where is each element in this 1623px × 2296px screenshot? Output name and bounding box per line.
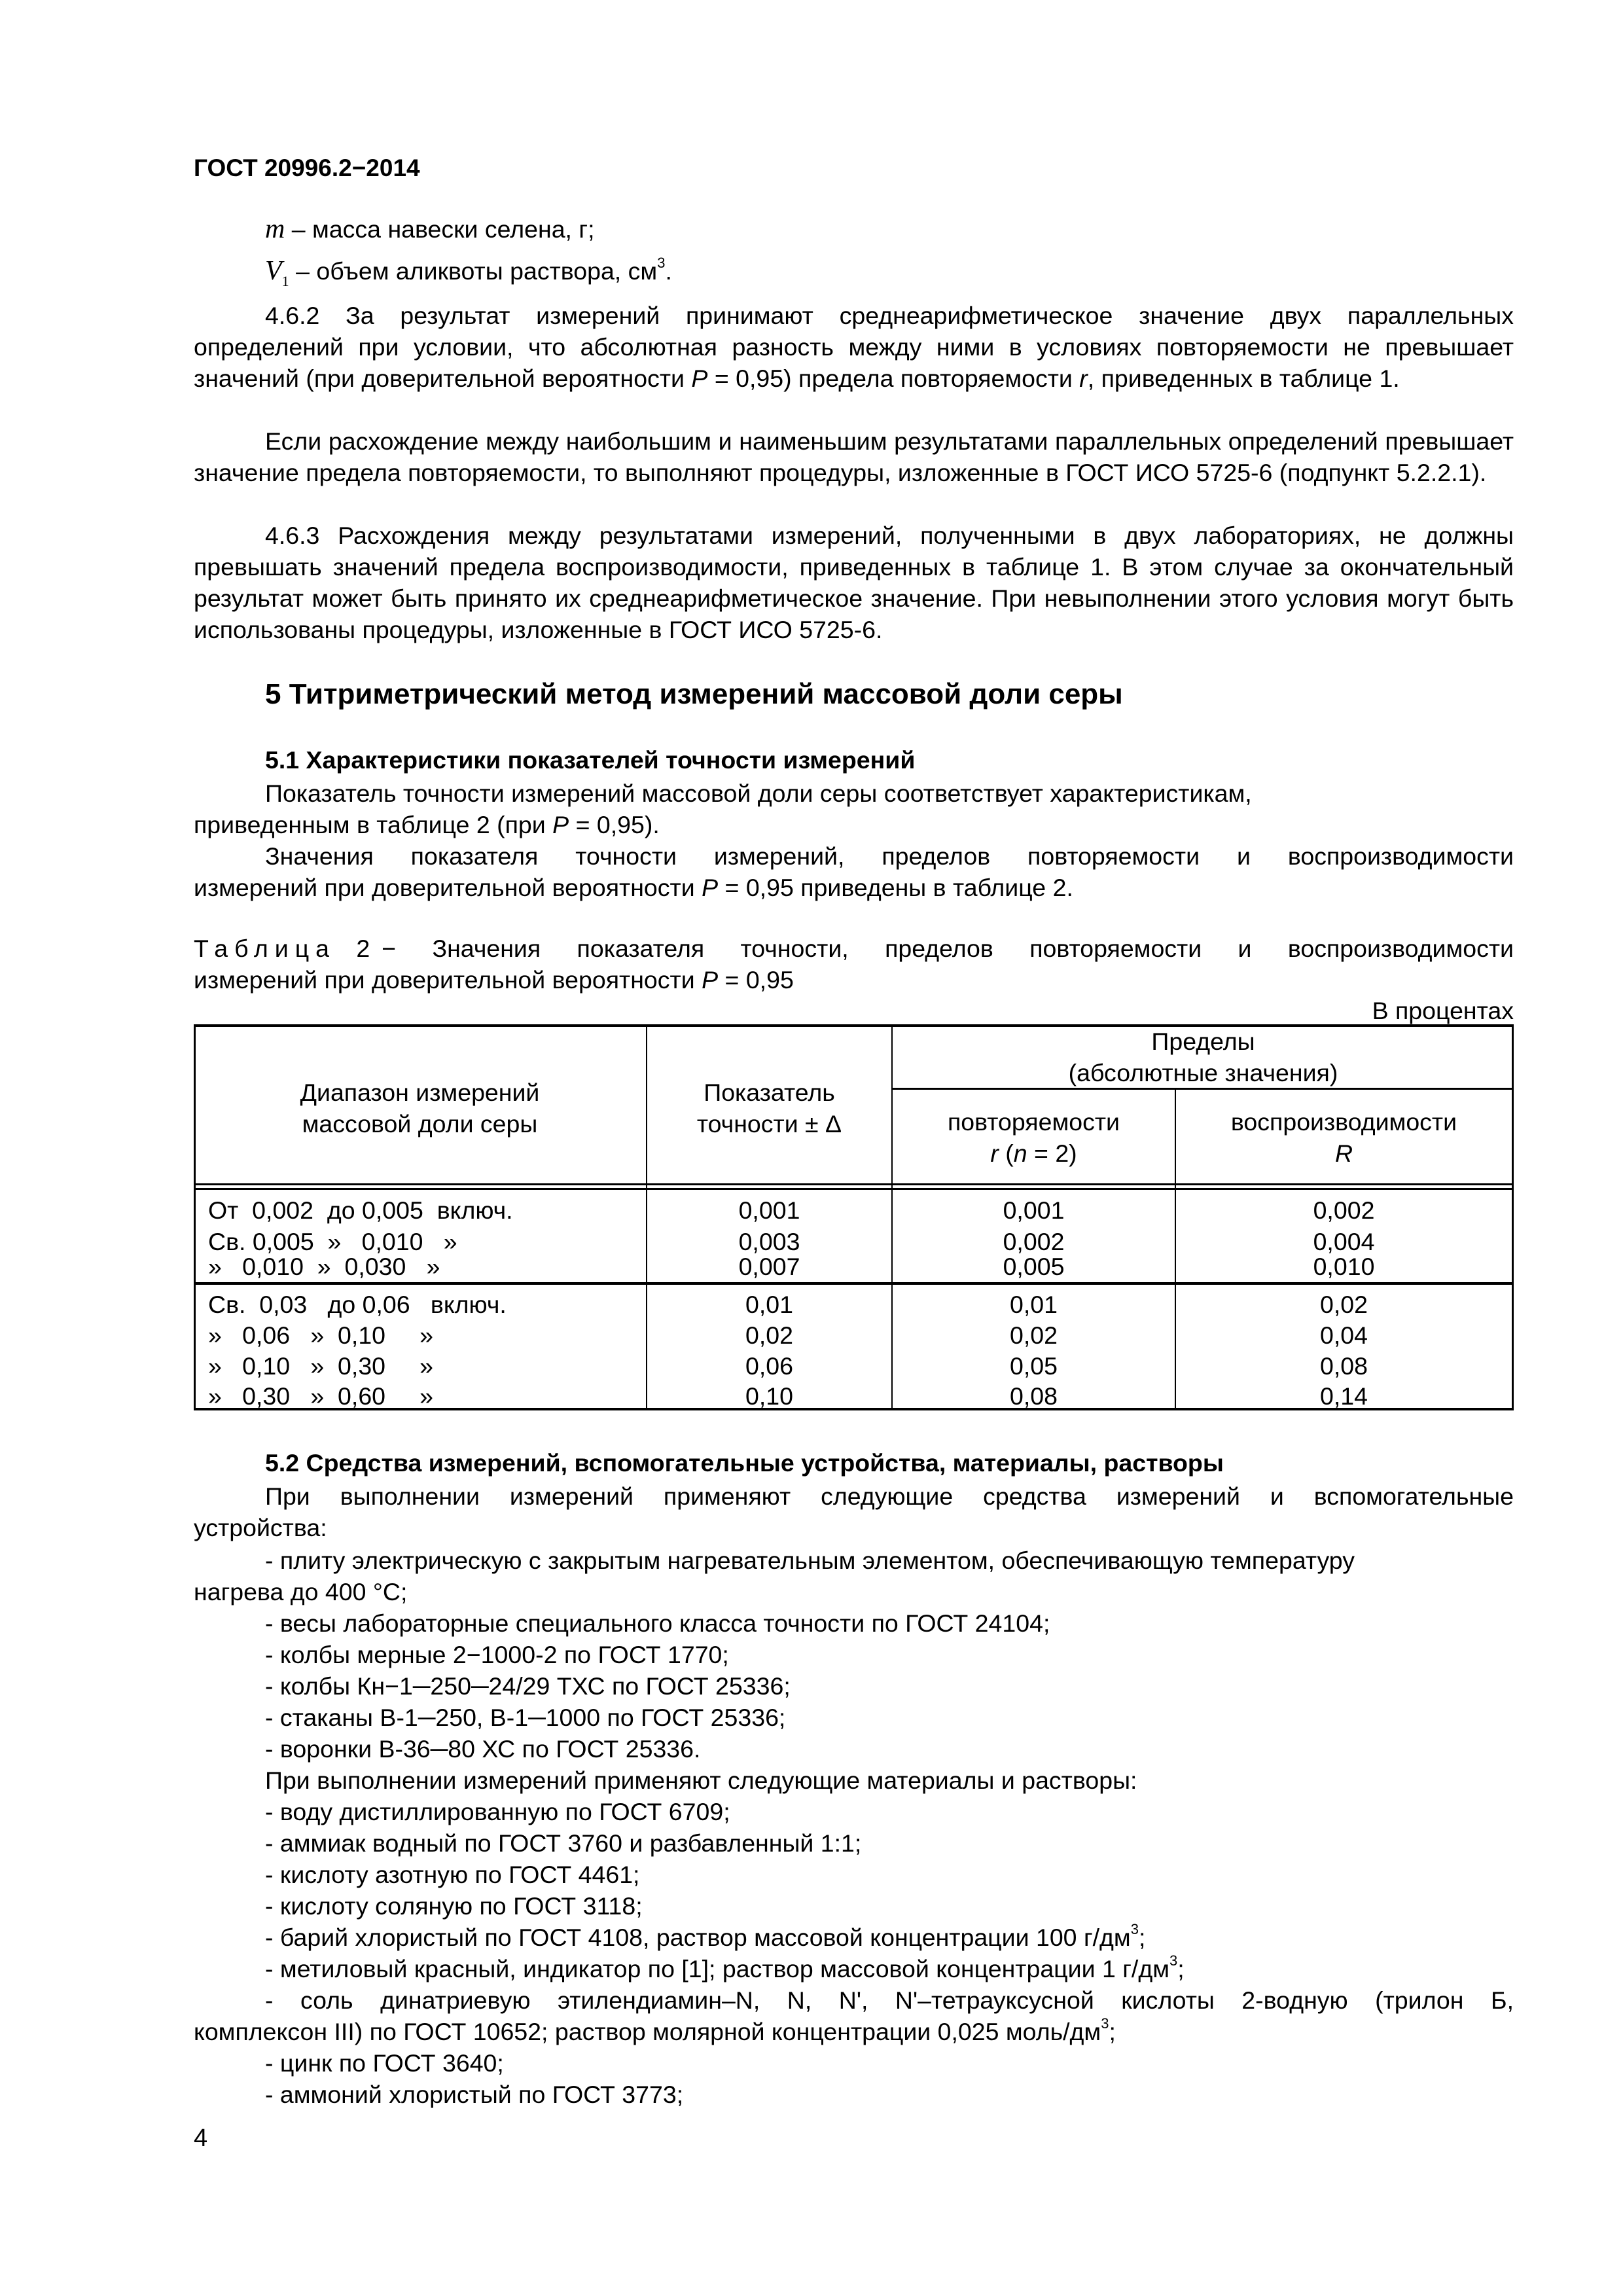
s51-p2-line1: Значения показателя точности измерений, пределов повторяемости и воспроизводимости [265, 842, 1514, 870]
paragraph-4-6-2-continued: Если расхождение между наибольшим и наименьшим результатами параллельных определений превышает значение предела повторяемости, то выполняют процедуры, изложенные в ГОСТ ИСО 5725-6 (подпункт 5.2.2.1). [194, 427, 1514, 486]
barium-tail: ; [1138, 1924, 1146, 1951]
material-item-methyl-red [265, 1953, 1514, 1984]
row-3-r: 0,005 [1003, 1253, 1065, 1280]
header-limits [893, 1026, 1514, 1088]
definition-v1-tail: . [665, 257, 672, 285]
s52-intro-line1: При выполнении измерений применяют следующие средства измерений и вспомогательные [265, 1482, 1514, 1510]
paragraph-4-6-3: 4.6.3 Расхождения между результатами измерений, полученными в двух лабораториях, не должны превышать значений предела воспроизводимости, приведенных в таблице 1. В этом случае за окончательный результат может быть принято их среднеарифметическое значение. При невыполнении этого условия могут быть использованы процедуры, изложенные в ГОСТ ИСО 5725-6. [194, 522, 1514, 643]
caption-line2-a: измерений при доверительной вероятности [194, 966, 702, 994]
group-divider [194, 1282, 1514, 1285]
s51-p1-line1: Показатель точности измерений массовой доли серы соответствует характеристикам, [265, 780, 1252, 807]
equipment-item-1: - плиту электрическую с закрытым нагревательным элементом, обеспечивающую температуру [265, 1547, 1355, 1574]
section-5-1-title: 5.1 Характеристики показателей точности измерений [265, 746, 916, 774]
superscript: 3 [657, 255, 666, 271]
row-7-R: 0,14 [1320, 1382, 1368, 1410]
row-6-r: 0,05 [1010, 1352, 1058, 1380]
row-6-R: 0,08 [1320, 1352, 1368, 1380]
row-4-accuracy: 0,01 [745, 1291, 793, 1318]
row-5-range: » 0,06 » 0,10 » [208, 1321, 433, 1349]
equipment-item-6: - воронки В-36─80 ХС по ГОСТ 25336. [265, 1735, 701, 1763]
s51-p1-line2 [194, 809, 1514, 840]
table-2-caption-line2 [194, 964, 1514, 996]
s51-p1-b: приведенным в таблице 2 (при [194, 811, 553, 838]
p462-text-a: 4.6.2 За результат измерений принимают среднеарифметическое значение двух параллельных определений при условии, что абсолютная разность между ними в условиях повторяемости не превышает значений (при доверительной вероятности [194, 302, 1514, 392]
symbol-n: n [1013, 1139, 1027, 1167]
equipment-item-4: - колбы Кн−1─250─24/29 ТХС по ГОСТ 25336; [265, 1672, 791, 1700]
row-5-accuracy: 0,02 [745, 1321, 793, 1349]
row-6-accuracy: 0,06 [745, 1352, 793, 1380]
paragraph-4-6-2 [194, 300, 1514, 394]
material-item-2: - аммиак водный по ГОСТ 3760 и разбавленный 1:1; [265, 1829, 862, 1857]
material-item-ammonium: - аммоний хлористый по ГОСТ 3773; [265, 2081, 684, 2108]
section-5-title: 5 Титриметрический метод измерений массовой доли серы [265, 678, 1123, 710]
p462-r: r [1079, 365, 1088, 392]
row-3-accuracy: 0,007 [738, 1253, 800, 1280]
equipment-item-3: - колбы мерные 2−1000-2 по ГОСТ 1770; [265, 1641, 729, 1668]
section-5-2-title: 5.2 Средства измерений, вспомогательные устройства, материалы, растворы [265, 1449, 1224, 1477]
header-divider-2 [194, 1188, 1514, 1190]
equipment-item-5: - стаканы В-1─250, В-1─1000 по ГОСТ 25336; [265, 1704, 786, 1731]
symbol-r: r [990, 1139, 999, 1167]
row-3-range: » 0,010 » 0,030 » [208, 1253, 440, 1280]
s51-p2-b: измерений при доверительной вероятности [194, 874, 702, 901]
equipment-item-1-cont: нагрева до 400 °С; [194, 1578, 408, 1605]
symbol-m: m [265, 214, 285, 244]
material-item-barium [265, 1922, 1514, 1953]
row-2-accuracy: 0,003 [738, 1228, 800, 1255]
s51-p2-P: P [702, 874, 719, 901]
header-repeat-l2 [893, 1138, 1175, 1169]
material-item-zinc: - цинк по ГОСТ 3640; [265, 2049, 504, 2077]
caption-line2-b: = 0,95 [718, 966, 794, 994]
row-1-accuracy: 0,001 [738, 1196, 800, 1224]
row-7-accuracy: 0,10 [745, 1382, 793, 1410]
header-reproducibility [1176, 1106, 1512, 1169]
repeat-open: ( [998, 1139, 1014, 1167]
table-2-caption-line1 [194, 933, 1514, 964]
definition-v1-text: – объем аликвоты раствора, см [296, 257, 658, 285]
material-item-trilon-cont [194, 2016, 1514, 2047]
row-2-range: Св. 0,005 » 0,010 » [208, 1228, 457, 1255]
symbol-v-subscript: 1 [281, 273, 289, 289]
header-accuracy-l2: точности ± Δ [696, 1110, 842, 1138]
superscript: 3 [1101, 2015, 1109, 2032]
trilon-text: комплексон III) по ГОСТ 10652; раствор молярной концентрации 0,025 моль/дм [194, 2018, 1101, 2045]
s51-p2-c: = 0,95 приведены в таблице 2. [718, 874, 1073, 901]
s51-p1-c: = 0,95). [569, 811, 660, 838]
header-repeat-l1: повторяемости [948, 1108, 1120, 1136]
header-range [194, 1077, 646, 1139]
p462-text-c: , приведенных в таблице 1. [1087, 365, 1400, 392]
row-4-R: 0,02 [1320, 1291, 1368, 1318]
caption-label: Таблица [194, 935, 336, 962]
row-7-range: » 0,30 » 0,60 » [208, 1382, 433, 1410]
header-range-l1: Диапазон измерений [300, 1079, 540, 1106]
s51-p2-line2 [194, 872, 1514, 903]
definition-m-text: – масса навески селена, г; [291, 215, 595, 243]
definition-v1 [265, 255, 1514, 297]
methyl-text: - метиловый красный, индикатор по [1]; раствор массовой концентрации 1 г/дм [265, 1955, 1170, 1982]
symbol-R: R [1334, 1139, 1353, 1167]
p462-P: P [691, 365, 708, 392]
superscript: 3 [1169, 1952, 1178, 1969]
header-reprod-l1: воспроизводимости [1230, 1108, 1457, 1136]
header-divider-1 [194, 1183, 1514, 1185]
header-range-l2: массовой доли серы [302, 1110, 538, 1138]
caption-text: − Значения показателя точности, пределов повторяемости и воспроизводимости [382, 935, 1514, 962]
row-2-r: 0,002 [1003, 1228, 1065, 1255]
row-6-range: » 0,10 » 0,30 » [208, 1352, 433, 1380]
header-limits-l1: Пределы [1151, 1028, 1255, 1055]
row-2-R: 0,004 [1313, 1228, 1375, 1255]
repeat-close: = 2) [1027, 1139, 1077, 1167]
row-3-R: 0,010 [1313, 1253, 1375, 1280]
methyl-tail: ; [1177, 1955, 1185, 1982]
row-5-R: 0,04 [1320, 1321, 1368, 1349]
trilon-tail: ; [1109, 2018, 1116, 2045]
barium-text: - барий хлористый по ГОСТ 4108, раствор массовой концентрации 100 г/дм [265, 1924, 1131, 1951]
table-units-label: В процентах [1372, 997, 1514, 1024]
header-accuracy-l1: Показатель [704, 1079, 835, 1106]
row-7-r: 0,08 [1010, 1382, 1058, 1410]
row-1-R: 0,002 [1313, 1196, 1375, 1224]
caption-number: 2 [356, 935, 370, 962]
row-4-range: Св. 0,03 до 0,06 включ. [208, 1291, 507, 1318]
materials-intro: При выполнении измерений применяют следующие материалы и растворы: [265, 1767, 1137, 1794]
material-item-3: - кислоту азотную по ГОСТ 4461; [265, 1861, 640, 1888]
header-accuracy [647, 1077, 891, 1139]
caption-line2-P: P [702, 966, 719, 994]
p462-text-b: = 0,95) предела повторяемости [707, 365, 1080, 392]
row-5-r: 0,02 [1010, 1321, 1058, 1349]
table-2 [194, 1024, 1514, 1410]
symbol-v: V [265, 256, 282, 286]
material-item-1: - воду дистиллированную по ГОСТ 6709; [265, 1798, 730, 1825]
document-code-header: ГОСТ 20996.2−2014 [194, 154, 420, 181]
equipment-item-2: - весы лабораторные специального класса точности по ГОСТ 24104; [265, 1609, 1050, 1637]
row-4-r: 0,01 [1010, 1291, 1058, 1318]
s51-p1-P: P [552, 811, 569, 838]
material-item-trilon: - соль динатриевую этилендиамин–N, N, N', N'–тетрауксусной кислоты 2-водную (трилон Б, [265, 1986, 1514, 2014]
row-1-r: 0,001 [1003, 1196, 1065, 1224]
definition-m [265, 213, 1514, 245]
page-number: 4 [194, 2125, 208, 2152]
header-repeatability [893, 1106, 1175, 1169]
superscript: 3 [1130, 1921, 1139, 1937]
row-1-range: От 0,002 до 0,005 включ. [208, 1196, 513, 1224]
header-limits-l2: (абсолютные значения) [1068, 1059, 1338, 1086]
s52-intro-line2: устройства: [194, 1514, 327, 1541]
material-item-4: - кислоту соляную по ГОСТ 3118; [265, 1892, 643, 1920]
